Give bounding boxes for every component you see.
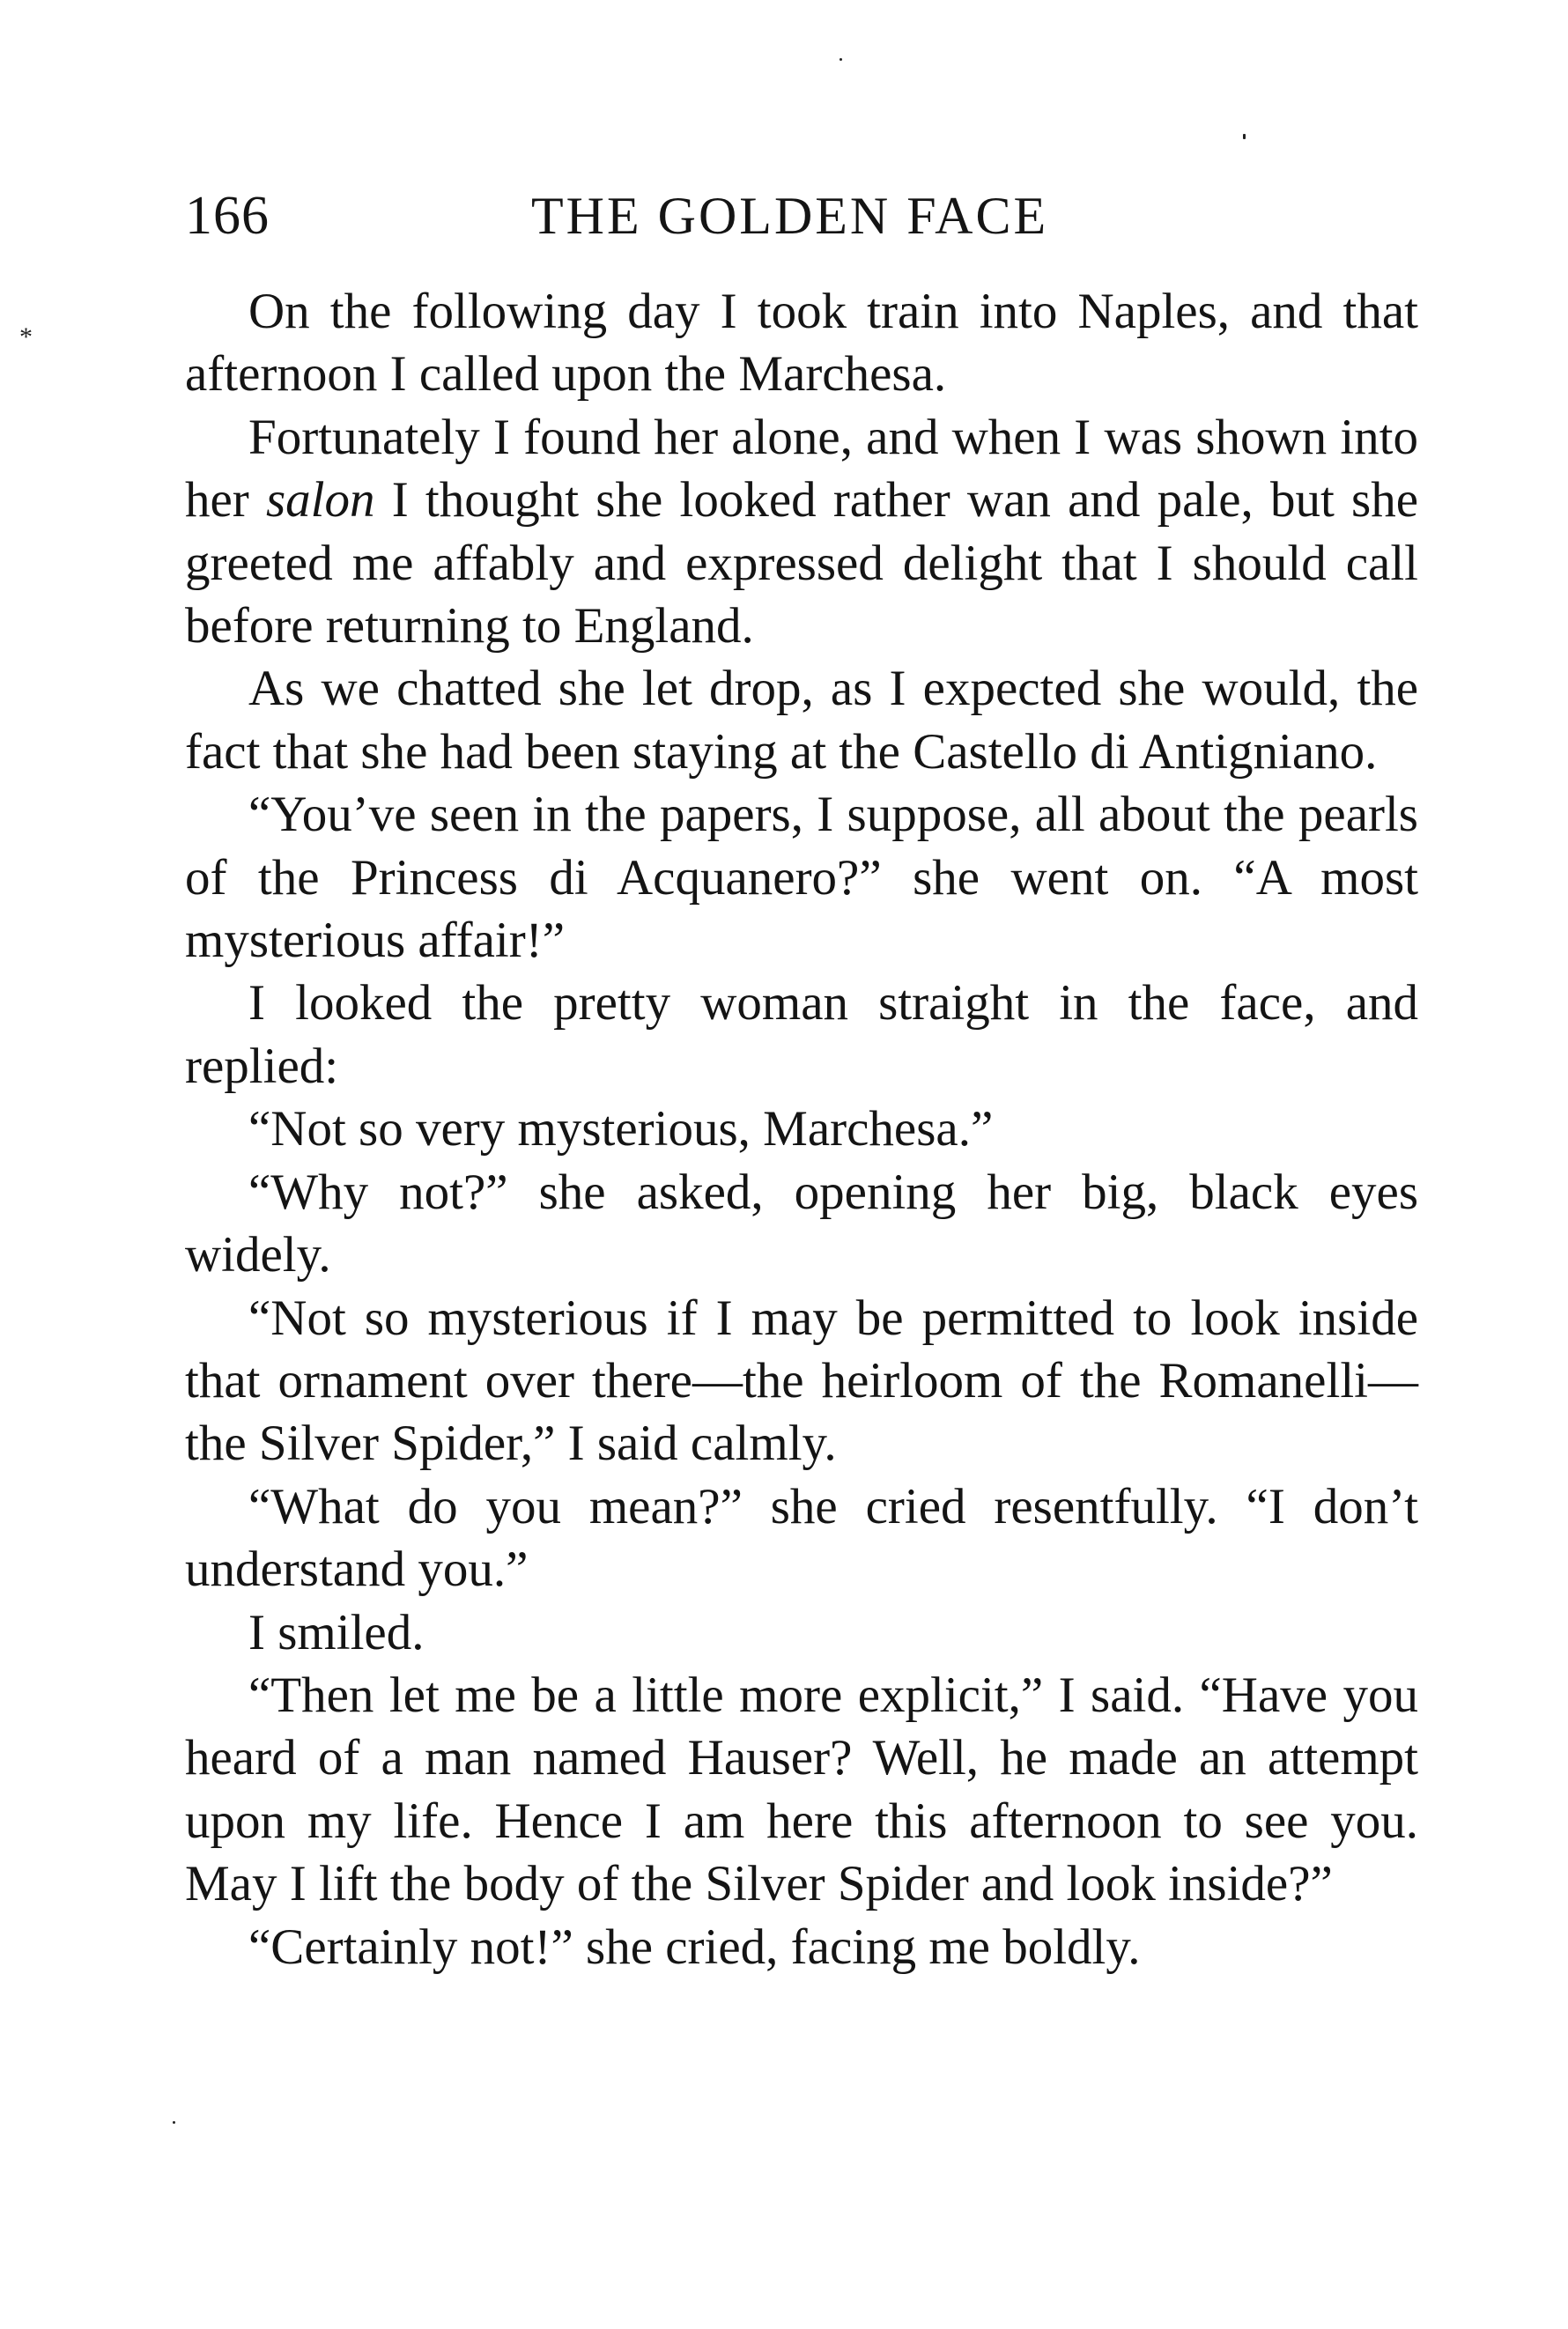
- paragraph: “Certainly not!” she cried, facing me boldly.: [248, 1919, 1141, 1975]
- page-number: 166: [185, 186, 270, 246]
- italic-word: salon: [266, 472, 375, 529]
- paragraph: “What do you mean?” she cried resentfully. “I don’t understand you.”: [185, 1478, 1418, 1598]
- running-title: THE GOLDEN FACE: [531, 187, 1049, 245]
- page-header: [185, 181, 1418, 251]
- paragraph: As we chatted she let drop, as I expected she would, the fact that she had been staying at the Castello di Antigniano.: [185, 661, 1418, 780]
- body-text: [185, 280, 1418, 1978]
- paragraph: I looked the pretty woman straight in the face, and replied:: [185, 975, 1418, 1094]
- scan-speck: [173, 2121, 175, 2124]
- paragraph: “Not so mysterious if I may be permitted to look inside that ornament over there—the heirloom of the Romanelli—the Silver Spider,” I said calmly.: [185, 1290, 1418, 1472]
- margin-mark: *: [19, 322, 33, 351]
- paragraph: I smiled.: [248, 1604, 425, 1660]
- paragraph: “Why not?” she asked, opening her big, black eyes widely.: [185, 1164, 1418, 1283]
- paragraph: “Then let me be a little more explicit,” I said. “Have you heard of a man named Hauser? Well, he made an attempt upon my life. Hence I am here this afternoon to see you. May I lift the body of the Silver Spider and look inside?”: [185, 1667, 1418, 1912]
- paragraph: On the following day I took train into Naples, and that afternoon I called upon the Marchesa.: [185, 284, 1418, 403]
- paragraph: Fortunately I found her alone, and when I was shown into her salon I thought she looked rather wan and pale, but she greeted me affably and expressed delight that I should call before returning to England.: [185, 409, 1419, 654]
- scan-speck: [1243, 134, 1246, 139]
- paragraph: “Not so very mysterious, Marchesa.”: [248, 1101, 994, 1157]
- scan-speck: [839, 58, 842, 61]
- paragraph: “You’ve seen in the papers, I suppose, all about the pearls of the Princess di Acquanero?” she went on. “A most mysterious affair!”: [185, 787, 1418, 969]
